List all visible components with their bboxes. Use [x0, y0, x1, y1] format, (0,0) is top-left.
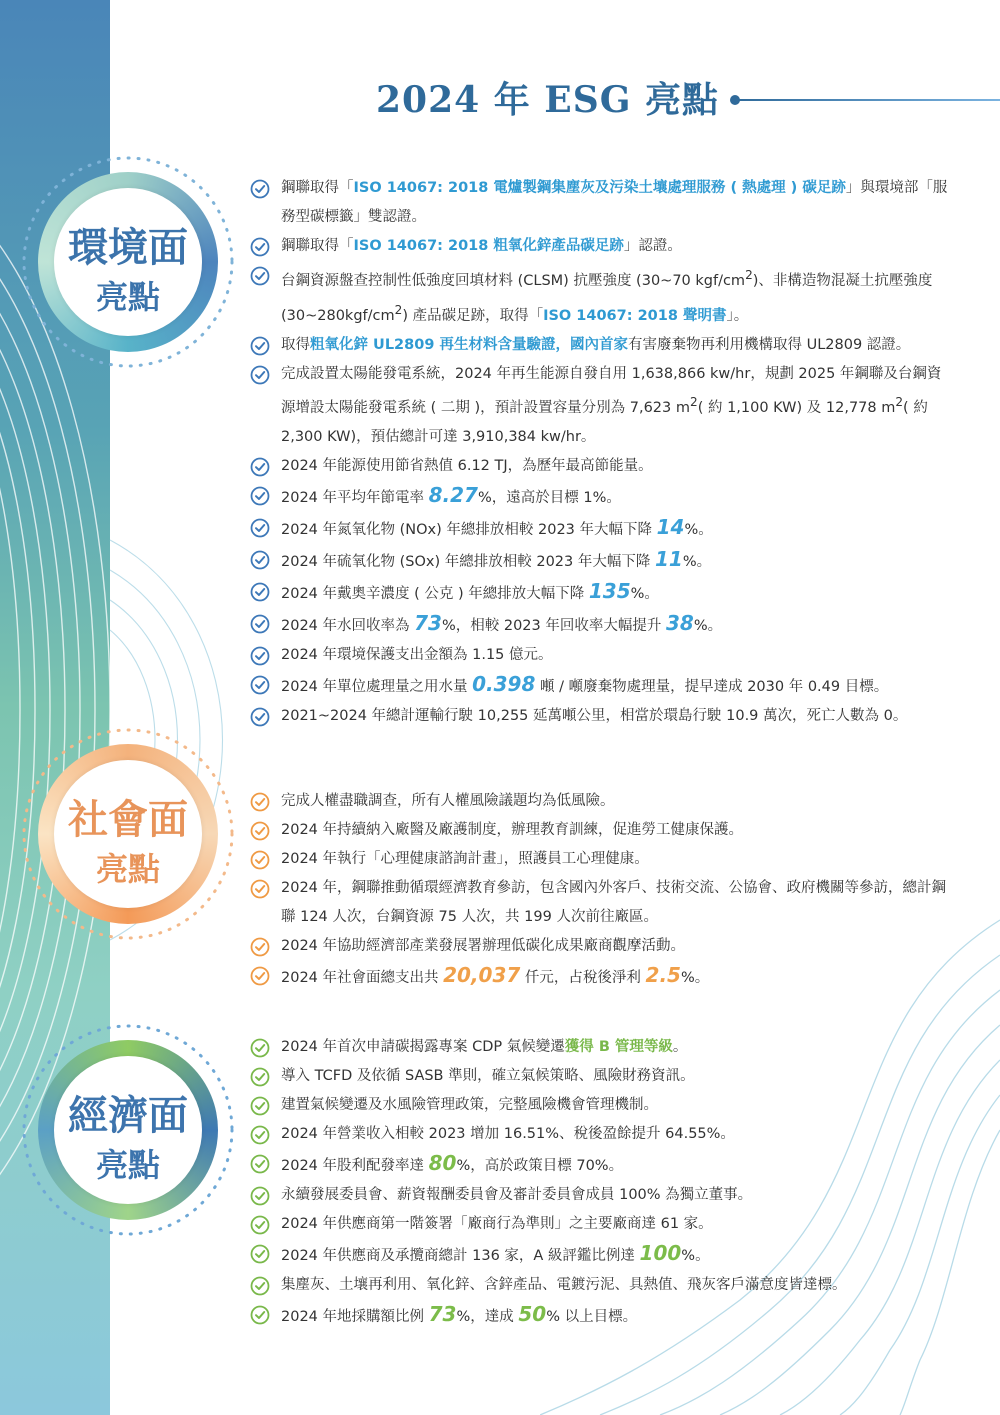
check-circle-icon — [250, 1125, 270, 1145]
check-circle-icon — [250, 1096, 270, 1116]
check-circle-icon — [250, 1154, 270, 1174]
check-circle-icon — [250, 550, 270, 570]
social-highlights-list — [250, 787, 950, 993]
item-text: 2024 年水回收率為 73%，相較 2023 年回收率大幅提升 38%。 — [281, 611, 723, 636]
list-item — [250, 1239, 950, 1271]
page-title: 2024 年 ESG 亮點 — [376, 79, 719, 121]
environment-sublabel: 亮點 — [95, 278, 160, 316]
item-text: 2024 年執行「心理健康諮詢計畫」，照護員工心理健康。 — [281, 851, 649, 867]
item-text: 2024 年營業收入相較 2023 增加 16.51%、稅後盈餘提升 64.55%。 — [281, 1126, 735, 1142]
check-circle-icon — [250, 966, 270, 986]
check-circle-icon — [250, 792, 270, 812]
list-item — [250, 1210, 950, 1239]
list-item — [250, 845, 950, 874]
item-text: 集塵灰、土壤再利用、氧化鋅、含鋅產品、電鍍污泥、具熱值、飛灰客戶滿意度皆達標。 — [281, 1277, 847, 1293]
check-circle-icon — [250, 821, 270, 841]
environment-badge — [38, 172, 218, 352]
item-text: 建置氣候變遷及水風險管理政策，完整風險機會管理機制。 — [281, 1097, 658, 1113]
check-circle-icon — [250, 1186, 270, 1206]
list-item — [250, 670, 950, 702]
check-circle-icon — [250, 365, 270, 385]
check-circle-icon — [250, 486, 270, 506]
check-circle-icon — [250, 1305, 270, 1325]
list-item — [250, 452, 950, 481]
economic-highlights-list — [250, 1033, 950, 1332]
list-item — [250, 174, 950, 232]
item-text: 2024 年供應商第一階簽署「廠商行為準則」之主要廠商達 61 家。 — [281, 1216, 713, 1232]
list-item — [250, 609, 950, 641]
item-text: 2024 年戴奧辛濃度 ( 公克 ) 年總排放大幅下降 135%。 — [281, 579, 659, 604]
social-sublabel: 亮點 — [95, 850, 160, 888]
list-item — [250, 232, 950, 261]
title-row — [376, 72, 1000, 128]
list-item — [250, 577, 950, 609]
item-text: 永續發展委員會、薪資報酬委員會及審計委員會成員 100% 為獨立董事。 — [281, 1187, 753, 1203]
check-circle-icon — [250, 336, 270, 356]
environment-highlights-list — [250, 174, 950, 731]
check-circle-icon — [250, 1244, 270, 1264]
item-text: 2024 年首次申請碳揭露專案 CDP 氣候變遷獲得 B 管理等級。 — [281, 1039, 688, 1055]
item-text: 2024 年環境保護支出金額為 1.15 億元。 — [281, 647, 553, 664]
social-badge — [38, 744, 218, 924]
list-item — [250, 513, 950, 545]
list-item — [250, 1091, 950, 1120]
check-circle-icon — [250, 1276, 270, 1296]
check-circle-icon — [250, 646, 270, 666]
list-item — [250, 816, 950, 845]
list-item — [250, 1271, 950, 1300]
check-circle-icon — [250, 1038, 270, 1058]
list-item — [250, 1181, 950, 1210]
check-circle-icon — [250, 518, 270, 538]
economic-badge — [38, 1040, 218, 1220]
item-text: 完成人權盡職調查，所有人權風險議題均為低風險。 — [281, 793, 615, 809]
check-circle-icon — [250, 937, 270, 957]
list-item — [250, 545, 950, 577]
list-item — [250, 787, 950, 816]
check-circle-icon — [250, 266, 270, 286]
list-item — [250, 360, 950, 453]
item-text: 2024 年單位處理量之用水量 0.398 噸 / 噸廢棄物處理量，提早達成 2030 年 0.49 目標。 — [281, 672, 889, 697]
list-item — [250, 1120, 950, 1149]
item-text: 2024 年能源使用節省熱值 6.12 TJ，為歷年最高節能量。 — [281, 458, 653, 475]
item-text: 2024 年氮氧化物 (NOx) 年總排放相較 2023 年大幅下降 14%。 — [281, 515, 713, 540]
check-circle-icon — [250, 675, 270, 695]
item-text: 2024 年，鋼聯推動循環經濟教育參訪，包含國內外客戶、技術交流、公協會、政府機關等參訪，總計鋼聯 124 人次，台鋼資源 75 人次，共 199 人次前往廠區。 — [281, 880, 947, 925]
item-text: 2024 年供應商及承攬商總計 136 家，A 級評鑑比例達 100%。 — [281, 1241, 710, 1265]
list-item — [250, 481, 950, 513]
list-item — [250, 874, 950, 932]
list-item — [250, 261, 950, 331]
check-circle-icon — [250, 1067, 270, 1087]
item-text: 2021~2024 年總計運輸行駛 10,255 延萬噸公里，相當於環島行駛 10.9 萬次，死亡人數為 0。 — [281, 708, 908, 725]
check-circle-icon — [250, 707, 270, 727]
list-item — [250, 641, 950, 670]
item-text: 2024 年協助經濟部產業發展署辦理低碳化成果廠商觀摩活動。 — [281, 938, 686, 954]
economic-sublabel: 亮點 — [95, 1146, 160, 1184]
check-circle-icon — [250, 179, 270, 199]
list-item — [250, 1300, 950, 1332]
check-circle-icon — [250, 582, 270, 602]
environment-label: 環境面 — [68, 224, 188, 271]
item-text: 2024 年硫氧化物 (SOx) 年總排放相較 2023 年大幅下降 11%。 — [281, 547, 712, 572]
item-text: 完成設置太陽能發電系統，2024 年再生能源自發自用 1,638,866 kw/hr，規劃 2025 年鋼聯及台鋼資源增設太陽能發電系統 ( 二期 )，預計設置容量分別為 7,623 $m^2$( 約 1,100 KW) 及 12,778 $m^2$( 約 2,300 KW)，預估總計可達 3,910,384 kw/hr。 — [281, 365, 942, 446]
item-text: 2024 年平均年節電率 8.27%，遠高於目標 1%。 — [281, 483, 621, 508]
economic-label: 經濟面 — [68, 1092, 188, 1139]
item-text: 鋼聯取得「ISO 14067: 2018 粗氧化鋅產品碳足跡」認證。 — [281, 238, 682, 254]
list-item — [250, 961, 950, 993]
item-text: 2024 年股利配發率達 80%，高於政策目標 70%。 — [281, 1151, 624, 1175]
list-item — [250, 1062, 950, 1091]
check-circle-icon — [250, 1215, 270, 1235]
list-item — [250, 702, 950, 731]
item-text: 鋼聯取得「ISO 14067: 2018 電爐製鋼集塵灰及污染土壤處理服務 ( 熱處理 ) 碳足跡」與環境部「服務型碳標籤」雙認證。 — [281, 180, 948, 225]
item-text: 2024 年地採購額比例 73%，達成 50% 以上目標。 — [281, 1302, 638, 1326]
check-circle-icon — [250, 457, 270, 477]
list-item — [250, 932, 950, 961]
item-text: 2024 年社會面總支出共 20,037 仟元，占稅後淨利 2.5%。 — [281, 963, 710, 987]
item-text: 台鋼資源盤查控制性低強度回填材料 (CLSM) 抗壓強度 (30~70 kgf/$cm^2$)、非構造物混凝土抗壓強度 $(30\sim 280kgf/cm^2)$ 產品碳足跡，取得「ISO 14067: 2018 聲明書」。 — [281, 268, 933, 324]
list-item — [250, 1149, 950, 1181]
check-circle-icon — [250, 237, 270, 257]
title-rule — [734, 99, 1000, 101]
check-circle-icon — [250, 879, 270, 899]
social-label: 社會面 — [68, 796, 188, 843]
check-circle-icon — [250, 850, 270, 870]
check-circle-icon — [250, 614, 270, 634]
item-text: 2024 年持續納入廠醫及廠護制度，辦理教育訓練，促進勞工健康保護。 — [281, 822, 744, 838]
item-text: 導入 TCFD 及依循 SASB 準則，確立氣候策略、風險財務資訊。 — [281, 1068, 695, 1084]
item-text: 取得粗氧化鋅 UL2809 再生材料含量驗證，國內首家有害廢棄物再利用機構取得 UL2809 認證。 — [281, 336, 911, 353]
list-item — [250, 1033, 950, 1062]
list-item — [250, 331, 950, 360]
